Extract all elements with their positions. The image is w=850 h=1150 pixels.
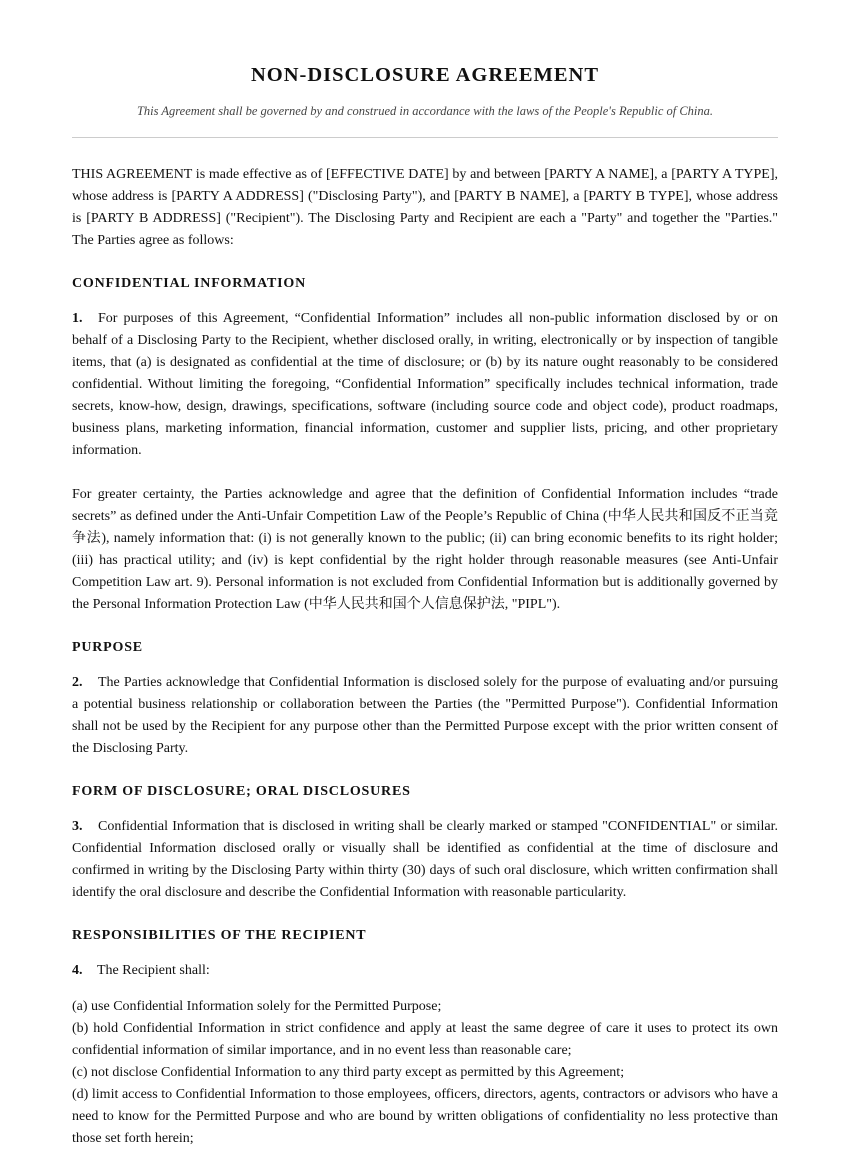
clause-number: 3.: [72, 819, 83, 834]
clause-number: 1.: [72, 311, 83, 326]
clause-3-text: Confidential Information that is disclosed in writing shall be clearly marked or stamped "CONFIDENTIAL" or similar. Confidential Information disclosed orally or visually shall be identified as confidential at the time of disclosure and confirmed in writing by the Disclosing Party within thirty (30) days of such oral disclosure, which written confirmation shall identify the oral disclosure and describe the Confidential Information with reasonable particularity.: [72, 819, 778, 900]
clause-3: [72, 816, 778, 904]
list-item: (d) limit access to Confidential Information to those employees, officers, directors, agents, contractors or advisors who have a need to know for the Permitted Purpose and who are bound by written obligations of confidentiality no less protective than those set forth herein;: [72, 1087, 778, 1146]
clause-1: [72, 308, 778, 462]
governing-law-subtitle: This Agreement shall be governed by and construed in accordance with the laws of the People's Republic of China.: [136, 104, 714, 118]
recipient-obligations-list: [72, 996, 778, 1150]
section-heading-form-of-disclosure: FORM OF DISCLOSURE; ORAL DISCLOSURES: [72, 784, 411, 799]
clause-4: [72, 960, 778, 982]
section-heading-confidential-information: CONFIDENTIAL INFORMATION: [72, 276, 307, 291]
clause-number: 2.: [72, 675, 83, 690]
clause-number: 4.: [72, 963, 83, 978]
list-item: (c) not disclose Confidential Information to any third party except as permitted by this Agreement;: [72, 1065, 625, 1080]
clause-2-text: The Parties acknowledge that Confidential Information is disclosed solely for the purpose of evaluating and/or pursuing a potential business relationship or collaboration between the Parties (the "Permitted Purpose"). Confidential Information shall not be used by the Recipient for any purpose other than the Permitted Purpose except with the prior written consent of the Disclosing Party.: [72, 675, 778, 756]
list-item: (a) use Confidential Information solely for the Permitted Purpose;: [72, 999, 442, 1014]
clause-1-text: For purposes of this Agreement, “Confidential Information” includes all non-public information disclosed by or on behalf of a Disclosing Party to the Recipient, whether disclosed orally, in writing, electronically or by inspection of tangible items, that (a) is designated as confidential at the time of disclosure; or (b) by its nature ought reasonably to be considered confidential. Without limiting the foregoing, “Confidential Information” specifically includes technical information, trade secrets, know-how, design, drawings, specifications, software (including source code and object code), product roadmaps, business plans, marketing information, financial information, customer and supplier lists, pricing, and other proprietary information.: [72, 311, 778, 458]
clause-4-intro: The Recipient shall:: [97, 963, 210, 978]
section-heading-responsibilities: RESPONSIBILITIES OF THE RECIPIENT: [72, 928, 367, 943]
document-title: NON-DISCLOSURE AGREEMENT: [250, 64, 600, 86]
clause-1-certainty-paragraph: For greater certainty, the Parties acknowledge and agree that the definition of Confidential Information includes “trade secrets” as defined under the Anti-Unfair Competition Law of the People’s Republic of China (中华人民共和国反不正当竞争法), namely information that: (i) is not generally known to the public; (ii) can bring economic benefits to its right holder; (iii) has practical utility; and (iv) is kept confidential by the right holder through reasonable measures (see Anti-Unfair Competition Law art. 9). Personal information is not excluded from Confidential Information but is additionally governed by the Personal Information Protection Law (中华人民共和国个人信息保护法, "PIPL").: [72, 487, 778, 612]
clause-2: [72, 672, 778, 760]
list-item: (b) hold Confidential Information in strict confidence and apply at least the same degree of care it uses to protect its own confidential information of similar importance, and in no event less than reasonable care;: [72, 1021, 778, 1058]
section-heading-purpose: PURPOSE: [72, 640, 143, 655]
preamble-paragraph: THIS AGREEMENT is made effective as of [EFFECTIVE DATE] by and between [PARTY A NAME], a [PARTY A TYPE], whose address is [PARTY A ADDRESS] ("Disclosing Party"), and [PARTY B NAME], a [PARTY B TYPE], whose address is [PARTY B ADDRESS] ("Recipient"). The Disclosing Party and Recipient are each a "Party" and together the "Parties." The Parties agree as follows:: [72, 167, 778, 248]
header-divider: [72, 137, 778, 138]
